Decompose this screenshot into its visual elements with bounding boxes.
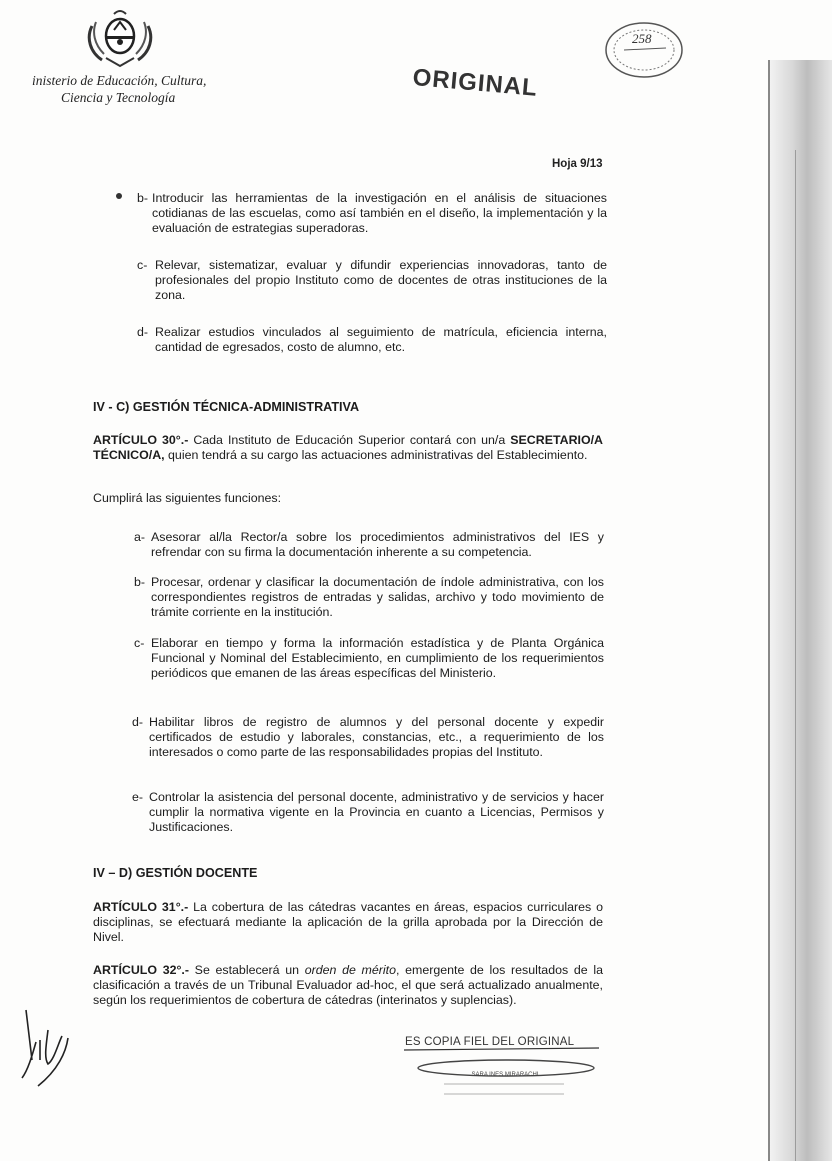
item-marker: b- bbox=[137, 191, 149, 205]
function-text: Elaborar en tiempo y forma la información estadística y de Planta Orgánica Funcional y Nominal del Establecimiento, en cumplimiento de los requerimientos periódicos que emanen de las áreas específicas del Ministerio. bbox=[151, 636, 604, 680]
section-heading-d: IV – D) GESTIÓN DOCENTE bbox=[93, 866, 258, 880]
article-30 bbox=[93, 433, 603, 463]
original-stamp: ORIGINAL bbox=[411, 64, 539, 102]
article-32 bbox=[93, 963, 603, 1008]
function-marker: b- bbox=[134, 575, 146, 589]
function-text: Asesorar al/la Rector/a sobre los procedimientos administrativos del IES y refrendar con su firma la documentación inherente a su competencia. bbox=[151, 530, 604, 559]
round-seal-stamp bbox=[602, 18, 684, 80]
coat-of-arms-icon bbox=[84, 8, 156, 70]
ministry-line-2: Ciencia y Tecnología bbox=[61, 90, 176, 105]
article-32-label: ARTÍCULO 32°.- bbox=[93, 963, 189, 977]
section-heading-c: IV - C) GESTIÓN TÉCNICA-ADMINISTRATIVA bbox=[93, 400, 360, 414]
functions-intro: Cumplirá las siguientes funciones: bbox=[93, 491, 282, 505]
bullet-mark bbox=[116, 193, 122, 199]
function-item bbox=[134, 575, 604, 623]
seal-number: 258 bbox=[632, 31, 652, 46]
article-30-label: ARTÍCULO 30°.- bbox=[93, 433, 189, 447]
function-text: Controlar la asistencia del personal docente, administrativo y de servicios y hacer cumplir la normativa vigente en la Provincia en cuanto a Licencias, Permisos y Justificaciones. bbox=[149, 790, 604, 834]
article-30-text-2: quien tendrá a su cargo las actuaciones administrativas del Establecimiento. bbox=[164, 448, 588, 462]
item-marker: d- bbox=[137, 325, 149, 339]
article-30-role: SECRETARIO/A TÉCNICO/A, bbox=[93, 433, 603, 462]
ministry-name bbox=[32, 72, 206, 106]
list-item bbox=[137, 325, 607, 357]
function-marker: d- bbox=[132, 715, 144, 729]
scan-edge-line-inner bbox=[795, 150, 796, 1161]
function-marker: c- bbox=[134, 636, 145, 650]
function-text: Habilitar libros de registro de alumnos y del personal docente y expedir certificados de estudio y laborales, constancias, etc., a requerimiento de los interesados o como parte de las responsabilidades propias del Instituto. bbox=[149, 715, 604, 759]
function-marker: e- bbox=[132, 790, 144, 804]
article-32-emphasis: orden de mérito bbox=[304, 963, 396, 977]
function-text: Procesar, ordenar y clasificar la documentación de índole administrativa, con los correspondientes registros de entradas y salidas, archivo y todo movimiento de trámite corriente en la institución. bbox=[151, 575, 604, 619]
article-32-text-a: Se establecerá un bbox=[189, 963, 305, 977]
function-item bbox=[132, 790, 604, 838]
article-31-text: La cobertura de las cátedras vacantes en áreas, espacios curriculares o disciplinas, se efectuará mediante la aplicación de la grilla aprobada por la Dirección de Nivel. bbox=[93, 900, 603, 944]
item-text: Relevar, sistematizar, evaluar y difundir experiencias innovadoras, tanto de profesionales del propio Instituto como de docentes de otras instituciones de la zona. bbox=[155, 258, 607, 302]
scan-edge-line bbox=[768, 60, 770, 1161]
article-31-label: ARTÍCULO 31°.- bbox=[93, 900, 189, 914]
item-text: Introducir las herramientas de la investigación en el análisis de situaciones cotidianas de las escuelas, como así también en el diseño, la implementación y la evaluación de estrategias superadoras. bbox=[152, 191, 607, 235]
item-marker: c- bbox=[137, 258, 148, 272]
function-item bbox=[134, 636, 604, 700]
article-32-text-b: , emergente de los resultados de la clasificación a través de un Tribunal Evaluador ad-hoc, el que será actualizado anualmente, según los requerimientos de cobertura de cátedras (interinatos y suplencias). bbox=[93, 963, 603, 1007]
copy-stamp-text: ES COPIA FIEL DEL ORIGINAL bbox=[405, 1036, 575, 1048]
article-30-text: Cada Instituto de Educación Superior contará con un/a bbox=[188, 433, 511, 447]
scan-edge-shadow bbox=[770, 60, 832, 1161]
article-31 bbox=[93, 900, 603, 945]
page-indicator: Hoja 9/13 bbox=[552, 158, 603, 170]
list-item bbox=[137, 191, 607, 239]
function-marker: a- bbox=[134, 530, 146, 544]
item-text: Realizar estudios vinculados al seguimiento de matrícula, eficiencia interna, cantidad de egresados, costo de alumno, etc. bbox=[155, 325, 607, 354]
function-item bbox=[134, 530, 604, 562]
stamp-signature-name: SARA INES MIRARACHI bbox=[471, 1072, 539, 1078]
list-item bbox=[137, 258, 607, 306]
handwritten-signature bbox=[18, 1000, 88, 1090]
ministry-line-1: inisterio de Educación, Cultura, bbox=[32, 73, 207, 88]
function-item bbox=[132, 715, 604, 779]
